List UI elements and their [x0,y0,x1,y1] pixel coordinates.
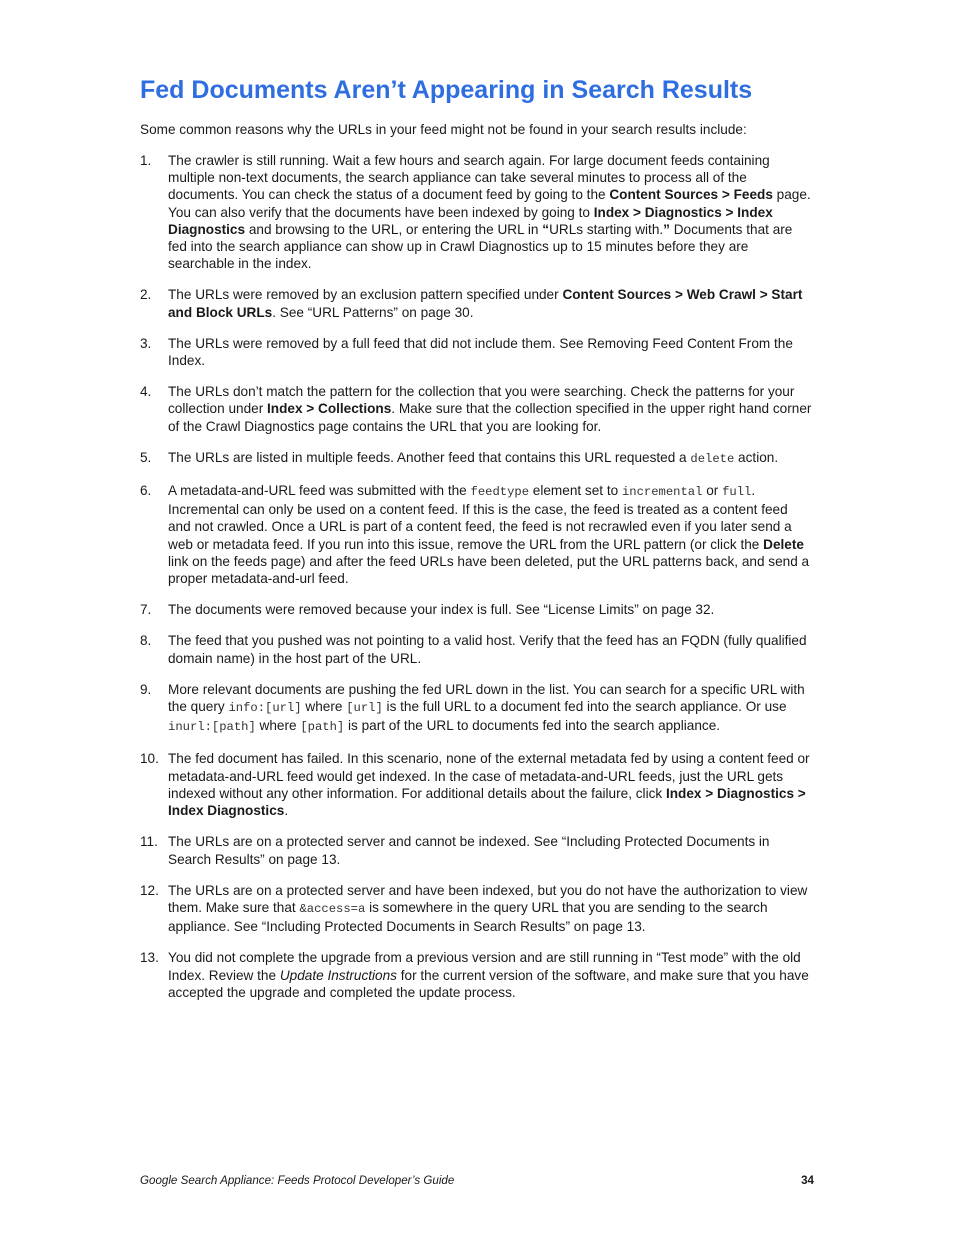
text-run: Documents that are fed into the search appliance can show up in Crawl Diagnostics up to 15 minutes before they are searchable in the index. [168,221,793,272]
ui-path-emphasis: Index > Diagnostics > Index Diagnostics [168,785,806,819]
text-run: The feed that you pushed was not pointing to a valid host. Verify that the feed has an FQDN (fully qualified domain name) in the host part of the URL. [168,633,807,666]
text-run: The fed document has failed. In this scenario, none of the external metadata fed by using a content feed or metadata-and-URL feed would get indexed. In the case of metadata-and-URL feeds, just the URL gets indexed without any other information. For additional details about the failure, click [168,751,810,801]
code-term: incremental [621,485,703,500]
list-item-number: 7. [140,602,152,618]
text-run: is part of the URL to documents fed into the search appliance. [344,718,721,734]
ui-path-emphasis: Delete [763,536,804,552]
list-item-text [168,751,810,818]
page-number: 34 [801,1174,814,1187]
text-run: The URLs are on a protected server and have been indexed, but you do not have the authorization to view them. Make sure that [168,882,808,915]
text-run: . Incremental can only be used on a content feed. If this is the case, the feed is treated as a content feed and not crawled. Once a URL is part of a content feed, the feed is not recrawled even if you later send a web or metadata feed. If you run into this issue, remove the URL from the URL pattern (or click the [168,483,792,552]
list-item [140,949,812,1001]
list-item-number: 5. [140,449,152,465]
text-run: . Make sure that the collection specified in the upper right hand corner of the Crawl Diagnostics page contains the URL that you are looking for. [168,401,812,434]
code-term: delete [690,451,735,466]
text-run: where [255,718,301,734]
text-run: is somewhere in the query URL that you are sending to the search appliance. See “Including Protected Documents in Search Results” on page 13. [168,899,768,935]
text-run: The URLs are listed in multiple feeds. Another feed that contains this URL requested a [168,449,691,465]
text-run: for the current version of the software, and make sure that you have accepted the upgrade and completed the update process. [168,967,809,1000]
code-term: full [722,485,752,500]
text-run: You did not complete the upgrade from a previous version and are still running in “Test mode” with the old Index. Review the [168,950,801,983]
list-item [140,482,812,587]
list-item [140,152,812,272]
list-item-number: 3. [140,335,152,351]
list-item [140,750,812,819]
text-run: The URLs were removed by an exclusion pattern specified under [168,287,563,303]
list-item [140,833,812,867]
list-item [140,286,812,320]
list-item-text [168,384,811,433]
list-item [140,383,812,435]
list-item-number: 10. [140,751,159,767]
document-title-emphasis: Update Instructions [279,967,397,983]
code-term: inurl:[path] [168,720,256,735]
text-run: The URLs don’t match the pattern for the collection that you were searching. Check the patterns for your collection under [168,384,795,417]
text-run: More relevant documents are pushing the fed URL down in the list. You can search for a specific URL with the query [168,681,805,715]
text-run: The URLs were removed by a full feed that did not include them. See Removing Feed Content From the Index. [168,335,793,369]
text-run: The documents were removed because your index is full. See “License Limits” on page 32. [168,602,715,618]
list-item [140,601,812,618]
list-item-text [168,602,714,617]
list-item-text [168,336,793,368]
list-item-text [168,450,778,465]
list-item [140,681,812,737]
text-run: . See “URL Patterns” on page 30. [272,304,474,320]
list-item-number: 1. [140,153,152,168]
text-run: . [284,803,289,819]
list-item-text [168,153,811,271]
list-item-text [168,633,807,665]
list-item-number: 2. [140,287,152,303]
code-term: [path] [300,720,345,735]
text-run: The crawler is still running. Wait a few hours and search again. For large document feeds containing multiple non-text documents, the search appliance can take several minutes to process all of the documents. You can check the status of a document feed by going to the [168,153,770,203]
list-item-number: 9. [140,681,152,697]
text-run: action. [734,449,779,465]
section-heading: Fed Documents Aren’t Appearing in Search Results [140,76,753,104]
text-run: URLs starting with. [549,221,664,237]
text-run: A metadata-and-URL feed was submitted with the [168,483,471,499]
code-term: info:[url] [228,701,302,716]
list-item [140,449,812,468]
intro-paragraph: Some common reasons why the URLs in your feed might not be found in your search results include: [140,122,747,137]
list-item-text [168,834,770,866]
text-run: The URLs are on a protected server and cannot be indexed. See “Including Protected Documents in Search Results” on page 13. [168,834,770,867]
code-term: &access=a [299,901,366,916]
text-run: is the full URL to a document fed into the search appliance. Or use [382,699,787,715]
list-item-number: 13. [140,950,159,966]
text-run: element set to [529,483,622,499]
list-item-text [168,950,809,999]
ui-path-emphasis: “ [542,221,550,237]
text-run: where [301,699,347,715]
text-run: page. You can also verify that the documents have been indexed by going to [168,187,811,220]
list-item-number: 8. [140,633,152,649]
list-item [140,335,812,369]
list-item-number: 11. [140,834,158,850]
list-item-text [168,483,809,586]
list-item-text [168,682,805,733]
list-item-number: 6. [140,483,152,499]
reasons-list [140,152,812,1015]
code-term: feedtype [470,485,530,500]
ui-path-emphasis: Index > Collections [267,401,392,417]
text-run: or [702,483,723,499]
list-item-number: 12. [140,882,159,898]
text-run: and browsing to the URL, or entering the URL in [245,221,543,237]
list-item-text [168,883,807,934]
footer-document-title: Google Search Appliance: Feeds Protocol Developer’s Guide [140,1174,455,1187]
text-run: link on the feeds page) and after the feed URLs have been deleted, put the URL patterns back, and send a proper metadata-and-url feed. [168,553,810,587]
list-item-number: 4. [140,384,152,400]
list-item-text [168,287,802,319]
ui-path-emphasis: ” [663,221,670,237]
list-item [140,632,812,666]
ui-path-emphasis: Content Sources > Web Crawl > Start and Block URLs [168,287,803,320]
code-term: [url] [346,701,383,716]
ui-path-emphasis: Index > Diagnostics > Index Diagnostics [168,204,773,237]
ui-path-emphasis: Content Sources > Feeds [609,187,773,203]
list-item [140,882,812,936]
